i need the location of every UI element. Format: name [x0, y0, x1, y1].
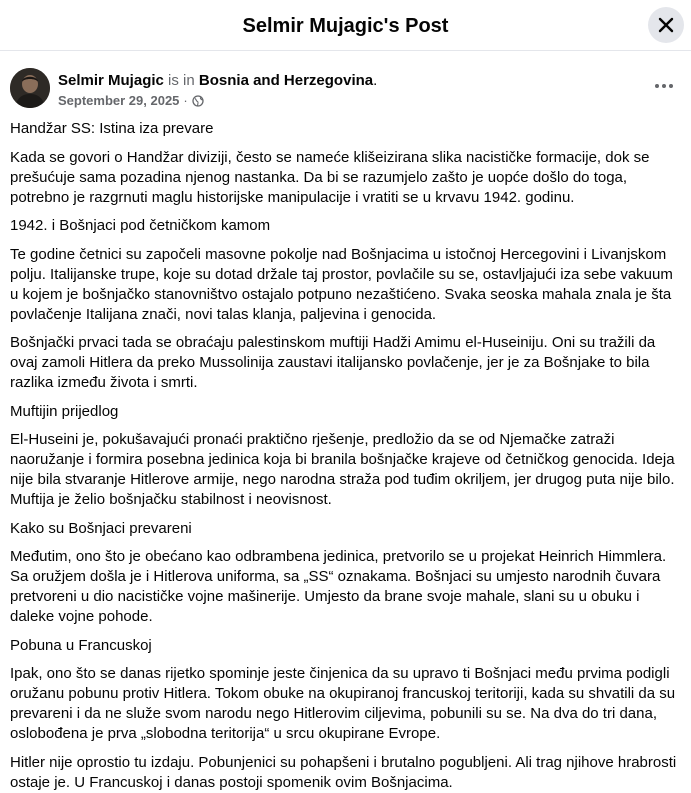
- post-paragraph: Handžar SS: Istina iza prevare: [10, 120, 214, 137]
- post-body: [0, 119, 691, 793]
- author-line: [58, 72, 377, 89]
- post-meta: [58, 93, 204, 108]
- avatar-image: [10, 68, 50, 108]
- avatar[interactable]: [10, 68, 50, 108]
- post-paragraph: Hitler nije oprostio tu izdaju. Pobunjenici su pohapšeni i brutalno pogubljeni. Ali trag njihove hrabrosti ostaje je. U Francuskoj i danas postoji spomenik ovim Bošnjacima.: [10, 753, 677, 791]
- post-paragraph: Ipak, ono što se danas rijetko spominje jeste činjenica da su upravo ti Bošnjaci među prvima podigli oružanu pobunu protiv Hitlera. Tokom obuke na okupiranoj francuskoj teritoriji, kada su shvatili da su prevareni i da ne služe svom narodu nego Hitlerovim ciljevima, pobunili su se. Na dva do tri dana, oslobođena je prva „slobodna teritorija“ u srcu okupirane Evrope.: [10, 665, 676, 742]
- modal-title: Selmir Mujagic's Post: [242, 14, 449, 37]
- location-link[interactable]: Bosnia and Herzegovina: [198, 72, 374, 89]
- more-icon: [654, 83, 674, 89]
- post-paragraph: Pobuna u Francuskoj: [10, 636, 152, 654]
- post-date[interactable]: September 29, 2025: [58, 93, 180, 108]
- post-header: [0, 68, 691, 118]
- globe-icon: [192, 95, 204, 107]
- post-paragraph: Bošnjački prvaci tada se obraćaju palestinskom muftiji Hadži Amimu el-Huseiniju. Oni su tražili da ovaj zamoli Hitlera da preko Mussolinija zaustavi italijansko povlačenje, jer je za Bošnjake to bila razlika između života i smrti.: [10, 334, 656, 391]
- location-period: .: [373, 72, 378, 89]
- modal-header: [0, 0, 691, 51]
- close-icon: [658, 17, 674, 33]
- post-paragraph: Kada se govori o Handžar diviziji, često se nameće klišeizirana slika nacističke formacije, dok se prešućuje sama pozadina njenog nastanka. Da bi se razumjelo zašto je uopće došlo do toga, potrebno je razgrnuti maglu historijske manipulacije i vratiti se u krvavu 1942. godinu.: [10, 148, 650, 206]
- post-paragraph: Međutim, ono što je obećano kao odbrambena jedinica, pretvorilo se u projekat Heinrich Himmlera. Sa oružjem došla je i Hitlerova uniforma, sa „SS“ oznakama. Bošnjaci su umjesto narodnih čuvara pretvoreni u dio nacističke vojne mašinerije. Umjesto da brane svoje mahale, slani su u obuku i daleke vojne pohode.: [10, 548, 667, 625]
- meta-separator: ·: [183, 93, 188, 108]
- close-button[interactable]: [648, 7, 684, 43]
- post-paragraph: Kako su Bošnjaci prevareni: [10, 519, 192, 537]
- is-in-text: is in: [168, 72, 195, 89]
- post-paragraph: 1942. i Bošnjaci pod četničkom kamom: [10, 217, 271, 234]
- author-name[interactable]: Selmir Mujagic: [58, 72, 164, 89]
- more-options-button[interactable]: [649, 74, 679, 98]
- post-paragraph: Muftijin prijedlog: [10, 402, 119, 420]
- post-paragraph: Te godine četnici su započeli masovne pokolje nad Bošnjacima u istočnoj Hercegovini i Livanjskom polju. Italijanske trupe, koje su dotad držale taj prostor, povlačile su se, ostavljajući iza sebe vakuum u kojem je bošnjačko stanovništvo ostajalo potpuno nezaštićeno. Svaka seoska mahala znala je šta povlačenje Italijana znači, novi talas klanja, paljevina i genocida.: [10, 245, 673, 323]
- post-paragraph: El-Huseini je, pokušavajući pronaći praktično rješenje, predložio da se od Njemačke zatraži naoružanje i formira posebna jedinica koja bi branila bošnjačke krajeve od četničkog genocida. Ideja nije bila stvaranje Hitlerove armije, nego narodna straža pod tuđim okriljem, jer drugog puta nije bilo. Muftija je želio bošnjačku stabilnost i neovisnost.: [10, 431, 675, 508]
